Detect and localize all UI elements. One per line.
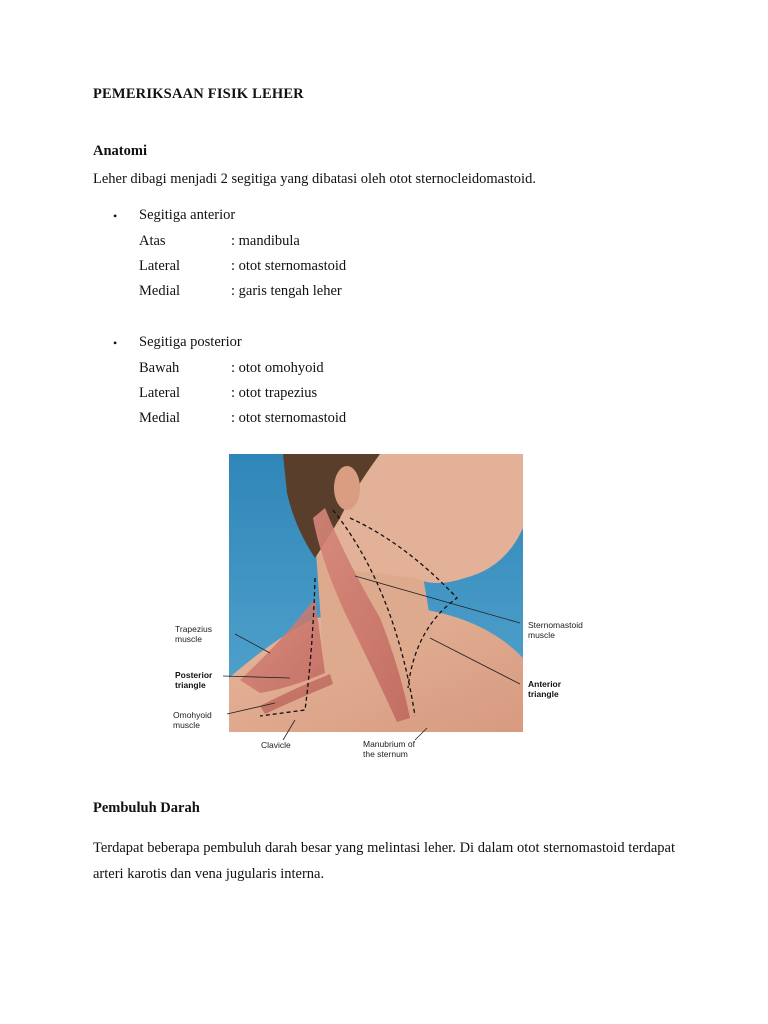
label-sternomastoid: Sternomastoid xyxy=(528,620,583,630)
label-trapezius: Trapezius xyxy=(175,624,213,634)
row-value: : otot omohyoid xyxy=(231,360,324,376)
row-key: Lateral xyxy=(139,385,181,401)
row-value: : garis tengah leher xyxy=(231,283,342,299)
label-manubrium: Manubrium of xyxy=(363,739,415,749)
row-key: Atas xyxy=(139,233,166,249)
bullet-anterior: • xyxy=(113,209,118,223)
neck-anatomy-figure xyxy=(165,448,605,770)
row-key: Medial xyxy=(139,283,181,299)
anterior-label: Segitiga anterior xyxy=(139,207,236,223)
row-key: Lateral xyxy=(139,258,181,274)
bullet-posterior: • xyxy=(113,336,118,350)
row-key: Bawah xyxy=(139,360,180,376)
row-value: : otot sternomastoid xyxy=(231,258,347,274)
neck-anatomy-illustration xyxy=(165,448,605,770)
label-clavicle: Clavicle xyxy=(261,740,291,750)
row-value: : otot trapezius xyxy=(231,385,318,401)
row-value: : otot sternomastoid xyxy=(231,410,347,426)
label-anterior: Anterior xyxy=(528,679,562,689)
label-trapezius-2: muscle xyxy=(175,634,202,644)
label-omohyoid: Omohyoid xyxy=(173,710,212,720)
vessels-heading: Pembuluh Darah xyxy=(93,800,200,816)
row-key: Medial xyxy=(139,410,181,426)
vessels-paragraph: Terdapat beberapa pembuluh darah besar yang melintasi leher. Di dalam otot sternomastoid terdapat arteri karotis dan vena jugularis interna. xyxy=(93,840,675,882)
label-anterior-2: triangle xyxy=(528,689,559,699)
row-value: : mandibula xyxy=(231,233,300,249)
label-omohyoid-2: muscle xyxy=(173,720,200,730)
label-posterior: Posterior xyxy=(175,670,213,680)
posterior-label: Segitiga posterior xyxy=(139,334,242,350)
anatomy-intro: Leher dibagi menjadi 2 segitiga yang dibatasi oleh otot sternocleidomastoid. xyxy=(93,171,536,187)
label-manubrium-2: the sternum xyxy=(363,749,408,759)
anatomy-heading: Anatomi xyxy=(93,143,147,159)
label-posterior-2: triangle xyxy=(175,680,206,690)
ear-shape xyxy=(334,466,360,510)
page-title: PEMERIKSAAN FISIK LEHER xyxy=(93,86,304,102)
label-sternomastoid-2: muscle xyxy=(528,630,555,640)
